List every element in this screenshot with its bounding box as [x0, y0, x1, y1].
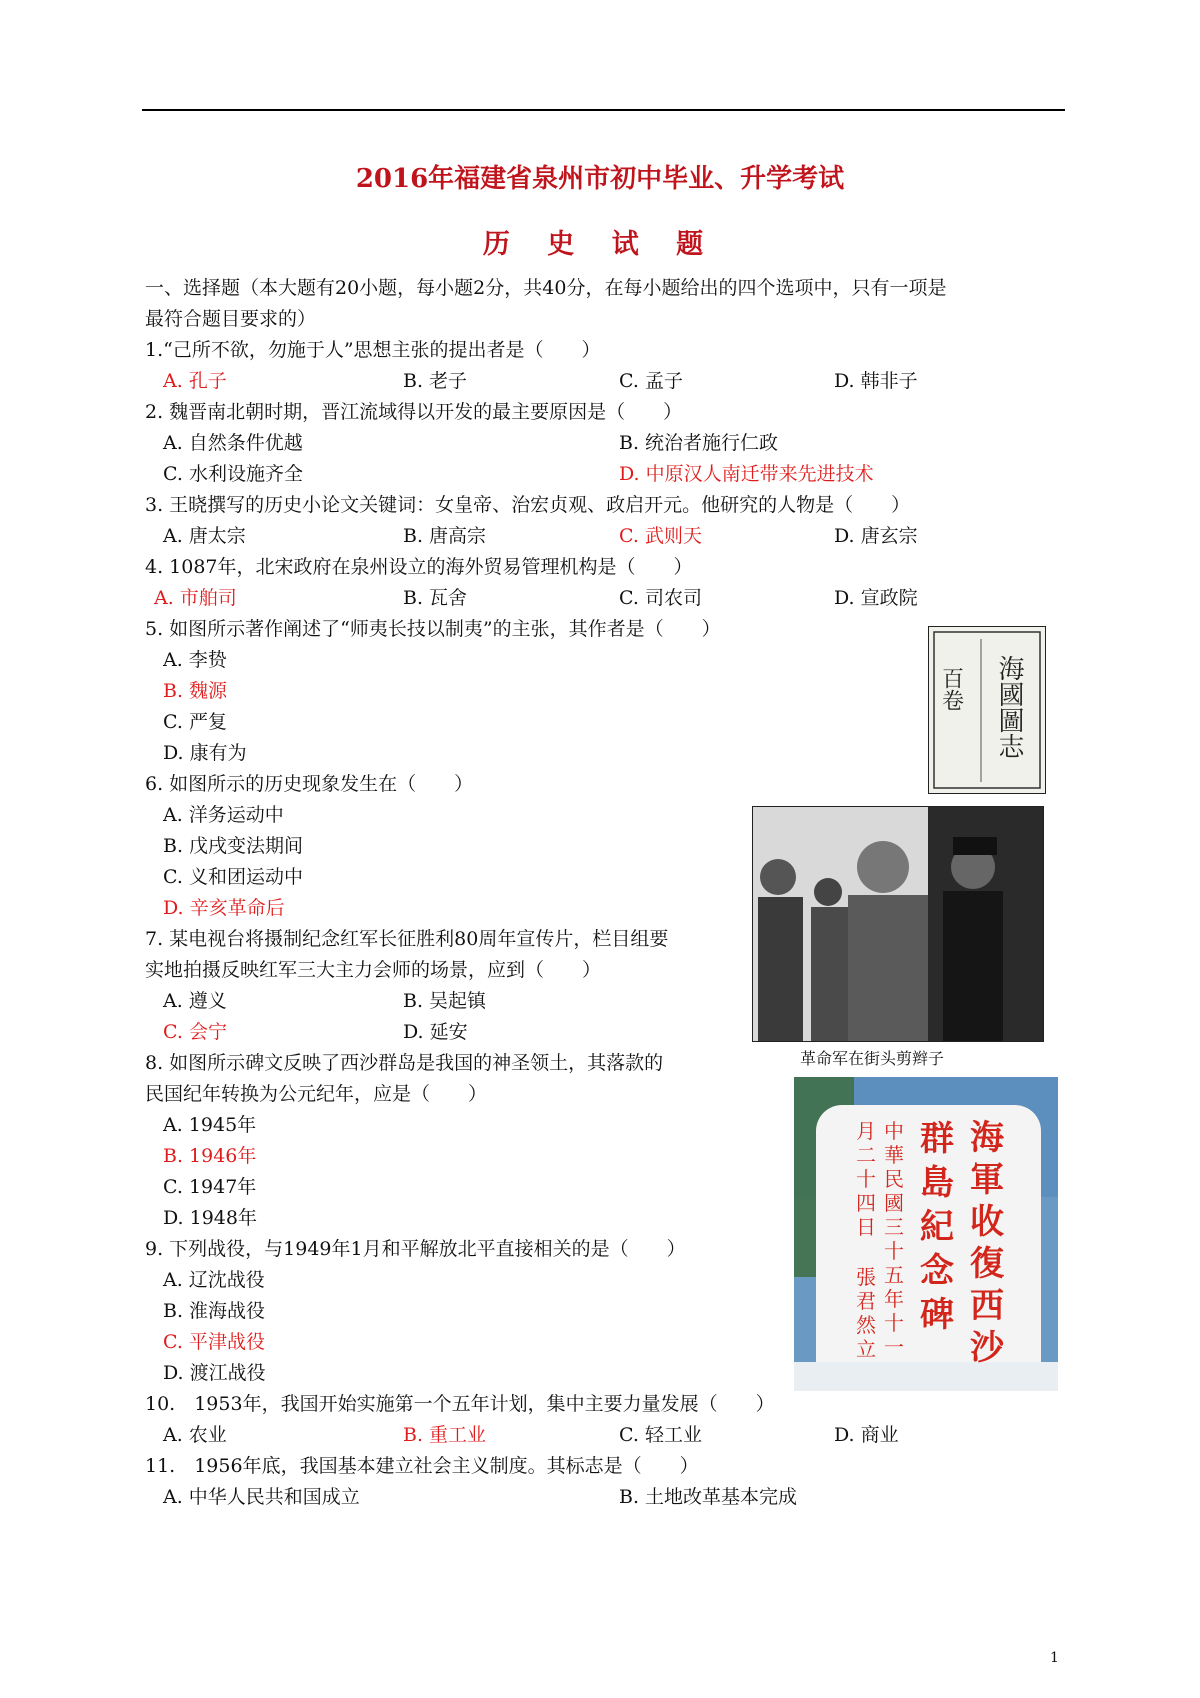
q2-option-d: D. 中原汉人南迁带来先进技术 [619, 463, 874, 485]
historical-photo-art [753, 807, 1043, 1041]
q2-stem: 2. 魏晋南北朝时期，晋江流域得以开发的最主要原因是（ ） [145, 401, 683, 423]
header-rule [142, 109, 1065, 111]
q5-option-c: C. 严复 [163, 711, 227, 733]
monument-title-col: 海軍收復西沙 [970, 1118, 1004, 1368]
q3-stem: 3. 王晓撰写的历史小论文关键词：女皇帝、治宏贞观、政启开元。他研究的人物是（ ） [145, 494, 911, 516]
q7-option-d: D. 延安 [403, 1021, 468, 1043]
q3-option-d: D. 唐玄宗 [834, 525, 918, 547]
q7-option-b: B. 吴起镇 [403, 990, 487, 1012]
q9-option-d: D. 渡江战役 [163, 1362, 266, 1384]
q2-option-a: A. 自然条件优越 [163, 432, 303, 454]
exam-title: 2016年福建省泉州市初中毕业、升学考试 [355, 164, 845, 194]
historical-photo [752, 806, 1044, 1042]
q3-option-b: B. 唐高宗 [403, 525, 487, 547]
q5-option-d: D. 康有为 [163, 742, 247, 764]
q11-stem: 11. 1956年底，我国基本建立社会主义制度。其标志是（ ） [145, 1455, 699, 1477]
q9-stem: 9. 下列战役，与1949年1月和平解放北平直接相关的是（ ） [145, 1238, 686, 1260]
q10-option-b: B. 重工业 [403, 1424, 487, 1446]
q8-option-a: A. 1945年 [163, 1114, 257, 1136]
monument-date-col2: 月二十四日 [856, 1119, 876, 1239]
q10-stem: 10. 1953年，我国开始实施第一个五年计划，集中主要力量发展（ ） [145, 1393, 775, 1415]
exam-subtitle: 历 史 试 题 [482, 229, 718, 260]
q9-option-c: C. 平津战役 [163, 1331, 265, 1353]
page-number: 1 [1050, 1650, 1059, 1666]
q7-stem-line1: 7. 某电视台将摄制纪念红军长征胜利80周年宣传片，栏目组要 [145, 928, 669, 950]
svg-text:百卷: 百卷 [938, 667, 964, 711]
q1-option-a: A. 孔子 [163, 370, 227, 392]
q5-option-b: B. 魏源 [163, 680, 228, 702]
monument-image [794, 1077, 1058, 1391]
q4-option-b: B. 瓦舍 [403, 587, 468, 609]
q9-option-b: B. 淮海战役 [163, 1300, 266, 1322]
monument-subtitle-col: 群島紀念碑 [920, 1119, 954, 1335]
q8-option-b: B. 1946年 [163, 1145, 257, 1167]
q2-option-b: B. 统治者施行仁政 [619, 432, 779, 454]
q6-stem: 6. 如图所示的历史现象发生在（ ） [145, 773, 474, 795]
q10-option-c: C. 轻工业 [619, 1424, 702, 1446]
q6-option-c: C. 义和团运动中 [163, 866, 303, 888]
svg-text:海國圖志: 海國圖志 [994, 655, 1024, 759]
q8-option-c: C. 1947年 [163, 1176, 257, 1198]
q3-option-a: A. 唐太宗 [163, 525, 246, 547]
q8-stem-line2: 民国纪年转换为公元纪年，应是（ ） [145, 1083, 488, 1105]
q8-stem-line1: 8. 如图所示碑文反映了西沙群岛是我国的神圣领土，其落款的 [145, 1052, 664, 1074]
q6-option-d: D. 辛亥革命后 [163, 897, 285, 919]
q6-option-b: B. 戊戌变法期间 [163, 835, 304, 857]
q5-option-a: A. 李贽 [163, 649, 227, 671]
q4-stem: 4. 1087年，北宋政府在泉州设立的海外贸易管理机构是（ ） [145, 556, 693, 578]
section-heading-line2: 最符合题目要求的） [145, 308, 317, 330]
q2-option-c: C. 水利设施齐全 [163, 463, 303, 485]
book-cover-image [928, 626, 1046, 794]
q11-option-b: B. 土地改革基本完成 [619, 1486, 798, 1508]
section-heading-line1: 一、选择题（本大题有20小题，每小题2分，共40分，在每小题给出的四个选项中，只有一项是 [145, 277, 947, 299]
q10-option-d: D. 商业 [834, 1424, 899, 1446]
q5-stem: 5. 如图所示著作阐述了“师夷长技以制夷”的主张，其作者是（ ） [145, 618, 721, 640]
photo-caption: 革命军在街头剪辫子 [800, 1049, 945, 1068]
q7-option-a: A. 遵义 [163, 990, 227, 1012]
q7-stem-line2: 实地拍摄反映红军三大主力会师的场景，应到（ ） [145, 959, 602, 981]
q10-option-a: A. 农业 [163, 1424, 227, 1446]
q4-option-a: A. 市舶司 [154, 587, 237, 609]
q1-option-b: B. 老子 [403, 370, 468, 392]
monument-signature: 張君然立 [856, 1265, 876, 1361]
q11-option-a: A. 中华人民共和国成立 [163, 1486, 360, 1508]
q7-option-c: C. 会宁 [163, 1021, 227, 1043]
q3-option-c: C. 武则天 [619, 525, 702, 547]
book-cover-art [929, 627, 1045, 793]
q6-option-a: A. 洋务运动中 [163, 804, 284, 826]
q1-stem: 1.“己所不欲，勿施于人”思想主张的提出者是（ ） [145, 339, 601, 361]
q4-option-d: D. 宣政院 [834, 587, 918, 609]
q8-option-d: D. 1948年 [163, 1207, 257, 1229]
q1-option-c: C. 孟子 [619, 370, 683, 392]
q1-option-d: D. 韩非子 [834, 370, 918, 392]
monument-date-col: 中華民國三十五年十一 [884, 1119, 904, 1359]
q9-option-a: A. 辽沈战役 [163, 1269, 265, 1291]
q4-option-c: C. 司农司 [619, 587, 702, 609]
